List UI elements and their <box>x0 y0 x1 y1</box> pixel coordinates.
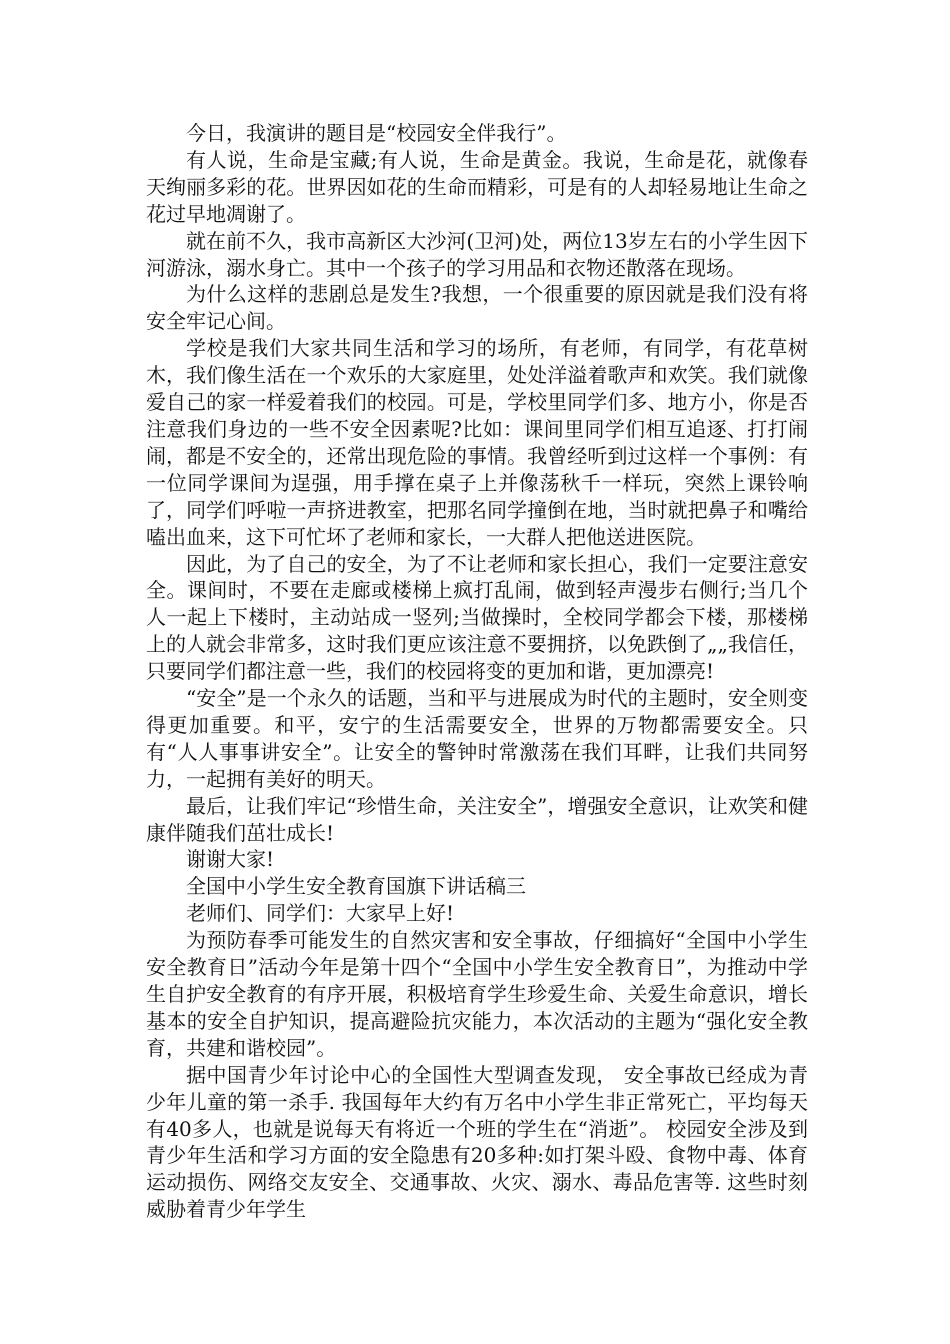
paragraph-survey-findings: 据中国青少年讨论中心的全国性大型调查发现， 安全事故已经成为青少年儿童的第一杀手. 我国每年大约有万名中小学生非正常死亡，平均每天有40多人，也就是说每天有将近一个班的学生在“消逝”。 校园安全涉及到青少年生活和学习方面的安全隐患有20多种:如打架斗殴、食物中毒、体育运动损伤、网络交友安全、交通事故、火灾、溺水、毒品危害等. 这些时刻威胁着青少年学生 <box>146 1062 808 1222</box>
paragraph-drowning-incident: 就在前不久，我市高新区大沙河(卫河)处，两位13岁左右的小学生因下河游泳，溺水身亡。其中一个孩子的学习用品和衣物还散落在现场。 <box>146 228 808 280</box>
paragraph-school-dangers: 学校是我们大家共同生活和学习的场所，有老师，有同学，有花草树木，我们像生活在一个欢乐的大家庭里，处处洋溢着歌声和欢笑。我们就像爱自己的家一样爱着我们的校园。可是，学校里同学们多、地方小，你是否注意我们身边的一些不安全因素呢?比如：课间里同学们相互追逐、打打闹闹，都是不安全的，还常出现危险的事情。我曾经听到过这样一个事例：有一位同学课间为逞强，用手撑在桌子上并像荡秋千一样玩，突然上课铃响了，同学们呼啦一声挤进教室，把那名同学撞倒在地，当时就把鼻子和嘴给嗑出血来，这下可忙坏了老师和家长，一大群人把他送进医院。 <box>146 336 808 549</box>
paragraph-safety-day: 为预防春季可能发生的自然灾害和安全事故，仔细搞好“全国中小学生安全教育日”活动今年是第十四个“全国中小学生安全教育日”，为推动中学生自护安全教育的有序开展，积极培育学生珍爱生命、关爱生命意识，增长基本的安全自护知识，提高避险抗灾能力，本次活动的主题为“强化安全教育，共建和谐校园”。 <box>146 928 808 1060</box>
paragraph-tragedy-reason: 为什么这样的悲剧总是发生?我想，一个很重要的原因就是我们没有将安全牢记心间。 <box>146 282 808 334</box>
paragraph-thanks: 谢谢大家! <box>186 847 275 872</box>
document-body <box>146 120 808 1223</box>
paragraph-speech-topic: 今日，我演讲的题目是“校园安全伴我行”。 <box>186 121 567 145</box>
paragraph-safety-theme: “安全”是一个永久的话题，当和平与进展成为时代的主题时，安全则变得更加重要。和平，安宁的生活需要安全，世界的万物都需要安全。只有“人人事事讲安全”。让安全的警钟时常激荡在我们耳畔，让我们共同努力，一起拥有美好的明天。 <box>146 686 808 791</box>
speech-three-title: 全国中小学生安全教育国旗下讲话稿三 <box>186 874 526 899</box>
paragraph-closing: 最后，让我们牢记“珍惜生命，关注安全”，增强安全意识，让欢笑和健康伴随我们茁壮成长! <box>146 793 808 845</box>
paragraph-life-flower: 有人说，生命是宝藏;有人说，生命是黄金。我说，生命是花，就像春天绚丽多彩的花。世界因如花的生命而精彩，可是有的人却轻易地让生命之花过早地凋谢了。 <box>146 147 808 226</box>
paragraph-greeting: 老师们、同学们：大家早上好! <box>186 901 455 926</box>
paragraph-safety-rules: 因此，为了自己的安全，为了不让老师和家长担心，我们一定要注意安全。课间时，不要在走廊或楼梯上疯打乱闹，做到轻声漫步右侧行;当几个人一起上下楼时，主动站成一竖列;当做操时，全校同学都会下楼，那楼梯上的人就会非常多，这时我们更应该注意不要拥挤，以免跌倒了„„我信任，只要同学们都注意一些，我们的校园将变的更加和谐，更加漂亮! <box>146 551 808 684</box>
